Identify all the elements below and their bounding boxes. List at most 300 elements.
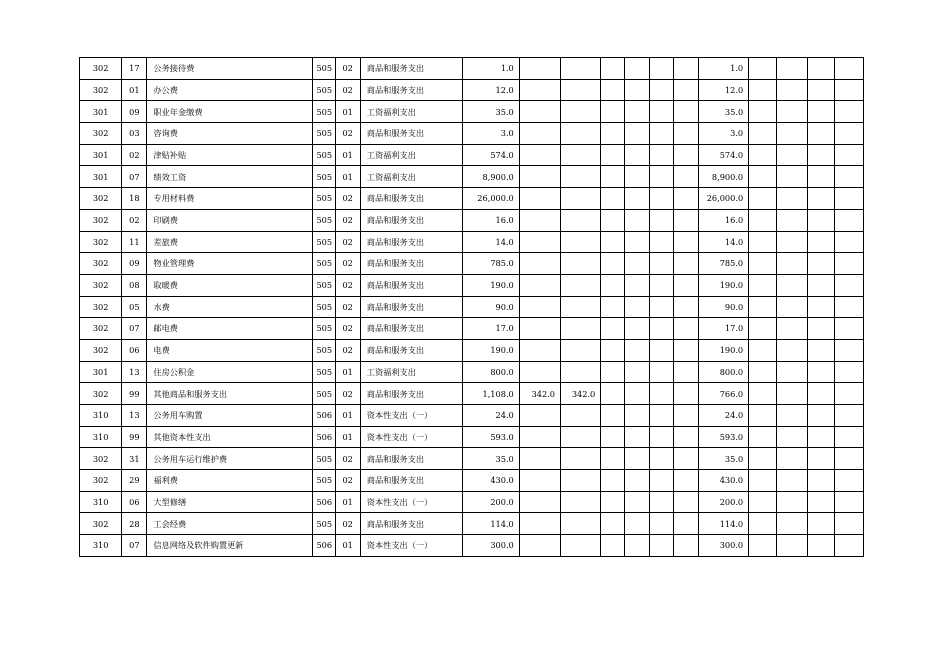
amount-col-11-cell [834, 209, 863, 231]
econ-type-name-cell: 商品和服务支出 [360, 231, 463, 253]
expense-name-cell: 印刷费 [147, 209, 313, 231]
amount-col-1-cell [519, 491, 560, 513]
func-class-code-cell: 302 [80, 231, 122, 253]
amount-col-10-cell [807, 123, 834, 145]
table-row [80, 144, 864, 166]
amount-col-10-cell [807, 253, 834, 275]
amount-col-11-cell [834, 144, 863, 166]
expense-name-cell: 办公费 [147, 79, 313, 101]
amount-col-7-cell: 430.0 [698, 470, 748, 492]
econ-class-code-cell: 505 [313, 101, 335, 123]
amount-col-7-cell: 12.0 [698, 79, 748, 101]
amount-col-3-cell [601, 405, 625, 427]
amount-col-6-cell [673, 383, 698, 405]
amount-col-3-cell [601, 535, 625, 557]
amount-col-10-cell [807, 231, 834, 253]
amount-col-6-cell [673, 79, 698, 101]
amount-col-10-cell [807, 144, 834, 166]
amount-col-9-cell [777, 123, 807, 145]
amount-col-4-cell [625, 144, 649, 166]
amount-col-9-cell [777, 209, 807, 231]
amount-col-8-cell [749, 101, 777, 123]
amount-col-3-cell [601, 491, 625, 513]
econ-class-code-cell: 505 [313, 58, 335, 80]
econ-class-code-cell: 505 [313, 448, 335, 470]
amount-col-3-cell [601, 123, 625, 145]
econ-class-code-cell: 505 [313, 361, 335, 383]
econ-item-code-cell: 01 [335, 144, 360, 166]
econ-class-code-cell: 505 [313, 339, 335, 361]
amount-col-2-cell [561, 101, 601, 123]
amount-col-7-cell: 785.0 [698, 253, 748, 275]
amount-col-1-cell [519, 513, 560, 535]
amount-col-8-cell [749, 79, 777, 101]
table-row [80, 231, 864, 253]
func-class-code-cell: 302 [80, 58, 122, 80]
expense-name-cell: 公务用车购置 [147, 405, 313, 427]
amount-col-2-cell [561, 231, 601, 253]
amount-col-5-cell [649, 318, 673, 340]
amount-col-5-cell [649, 405, 673, 427]
econ-class-code-cell: 506 [313, 535, 335, 557]
amount-col-2-cell [561, 79, 601, 101]
func-item-code-cell: 17 [122, 58, 147, 80]
amount-col-6-cell [673, 448, 698, 470]
amount-col-7-cell: 300.0 [698, 535, 748, 557]
amount-col-5-cell [649, 339, 673, 361]
total-amount-cell: 800.0 [463, 361, 519, 383]
expense-name-cell: 物业管理费 [147, 253, 313, 275]
func-item-code-cell: 06 [122, 491, 147, 513]
table-row [80, 123, 864, 145]
amount-col-11-cell [834, 274, 863, 296]
amount-col-11-cell [834, 101, 863, 123]
amount-col-5-cell [649, 361, 673, 383]
amount-col-9-cell [777, 296, 807, 318]
amount-col-2-cell [561, 318, 601, 340]
func-class-code-cell: 302 [80, 339, 122, 361]
amount-col-9-cell [777, 318, 807, 340]
amount-col-3-cell [601, 144, 625, 166]
econ-class-code-cell: 505 [313, 383, 335, 405]
amount-col-10-cell [807, 101, 834, 123]
amount-col-11-cell [834, 253, 863, 275]
table-row [80, 513, 864, 535]
amount-col-11-cell [834, 231, 863, 253]
amount-col-5-cell [649, 231, 673, 253]
amount-col-7-cell: 766.0 [698, 383, 748, 405]
econ-item-code-cell: 01 [335, 491, 360, 513]
econ-type-name-cell: 工资福利支出 [360, 166, 463, 188]
total-amount-cell: 8,900.0 [463, 166, 519, 188]
amount-col-11-cell [834, 383, 863, 405]
amount-col-6-cell [673, 513, 698, 535]
expense-name-cell: 津贴补贴 [147, 144, 313, 166]
table-body [80, 58, 864, 557]
func-class-code-cell: 302 [80, 253, 122, 275]
amount-col-10-cell [807, 361, 834, 383]
amount-col-7-cell: 200.0 [698, 491, 748, 513]
table-row [80, 383, 864, 405]
amount-col-10-cell [807, 448, 834, 470]
amount-col-10-cell [807, 79, 834, 101]
amount-col-3-cell [601, 383, 625, 405]
amount-col-11-cell [834, 426, 863, 448]
amount-col-1-cell [519, 58, 560, 80]
amount-col-6-cell [673, 123, 698, 145]
amount-col-5-cell [649, 274, 673, 296]
amount-col-1-cell [519, 296, 560, 318]
amount-col-10-cell [807, 426, 834, 448]
amount-col-4-cell [625, 491, 649, 513]
amount-col-6-cell [673, 470, 698, 492]
econ-class-code-cell: 505 [313, 513, 335, 535]
func-item-code-cell: 07 [122, 318, 147, 340]
func-class-code-cell: 301 [80, 144, 122, 166]
amount-col-3-cell [601, 448, 625, 470]
econ-item-code-cell: 02 [335, 58, 360, 80]
amount-col-6-cell [673, 361, 698, 383]
amount-col-6-cell [673, 101, 698, 123]
amount-col-11-cell [834, 448, 863, 470]
econ-type-name-cell: 商品和服务支出 [360, 274, 463, 296]
amount-col-7-cell: 8,900.0 [698, 166, 748, 188]
amount-col-5-cell [649, 513, 673, 535]
amount-col-4-cell [625, 426, 649, 448]
total-amount-cell: 300.0 [463, 535, 519, 557]
expense-name-cell: 其他资本性支出 [147, 426, 313, 448]
func-item-code-cell: 08 [122, 274, 147, 296]
amount-col-1-cell [519, 101, 560, 123]
econ-type-name-cell: 商品和服务支出 [360, 123, 463, 145]
amount-col-1-cell [519, 253, 560, 275]
amount-col-7-cell: 114.0 [698, 513, 748, 535]
func-item-code-cell: 02 [122, 209, 147, 231]
func-item-code-cell: 28 [122, 513, 147, 535]
amount-col-7-cell: 1.0 [698, 58, 748, 80]
amount-col-4-cell [625, 101, 649, 123]
func-item-code-cell: 07 [122, 535, 147, 557]
expense-name-cell: 电费 [147, 339, 313, 361]
table-row [80, 339, 864, 361]
amount-col-3-cell [601, 339, 625, 361]
amount-col-1-cell [519, 361, 560, 383]
amount-col-1-cell [519, 405, 560, 427]
amount-col-7-cell: 35.0 [698, 101, 748, 123]
econ-item-code-cell: 02 [335, 209, 360, 231]
expense-name-cell: 住房公积金 [147, 361, 313, 383]
econ-type-name-cell: 商品和服务支出 [360, 79, 463, 101]
amount-col-4-cell [625, 253, 649, 275]
amount-col-2-cell [561, 144, 601, 166]
func-class-code-cell: 302 [80, 123, 122, 145]
amount-col-1-cell [519, 448, 560, 470]
econ-item-code-cell: 01 [335, 426, 360, 448]
amount-col-1-cell [519, 231, 560, 253]
amount-col-9-cell [777, 426, 807, 448]
amount-col-9-cell [777, 383, 807, 405]
amount-col-8-cell [749, 296, 777, 318]
amount-col-6-cell [673, 339, 698, 361]
func-class-code-cell: 301 [80, 166, 122, 188]
amount-col-10-cell [807, 470, 834, 492]
table-row [80, 361, 864, 383]
econ-class-code-cell: 505 [313, 231, 335, 253]
econ-class-code-cell: 505 [313, 123, 335, 145]
func-item-code-cell: 01 [122, 79, 147, 101]
amount-col-1-cell [519, 318, 560, 340]
amount-col-5-cell [649, 209, 673, 231]
econ-class-code-cell: 505 [313, 296, 335, 318]
amount-col-1-cell [519, 166, 560, 188]
func-class-code-cell: 302 [80, 318, 122, 340]
econ-item-code-cell: 02 [335, 470, 360, 492]
amount-col-7-cell: 14.0 [698, 231, 748, 253]
amount-col-4-cell [625, 535, 649, 557]
econ-class-code-cell: 506 [313, 405, 335, 427]
econ-item-code-cell: 01 [335, 101, 360, 123]
func-item-code-cell: 07 [122, 166, 147, 188]
econ-item-code-cell: 02 [335, 339, 360, 361]
func-class-code-cell: 302 [80, 448, 122, 470]
amount-col-7-cell: 90.0 [698, 296, 748, 318]
func-item-code-cell: 29 [122, 470, 147, 492]
amount-col-10-cell [807, 383, 834, 405]
amount-col-2-cell [561, 491, 601, 513]
amount-col-11-cell [834, 318, 863, 340]
amount-col-9-cell [777, 448, 807, 470]
amount-col-2-cell [561, 166, 601, 188]
func-item-code-cell: 09 [122, 253, 147, 275]
table-row [80, 79, 864, 101]
amount-col-9-cell [777, 79, 807, 101]
econ-type-name-cell: 商品和服务支出 [360, 58, 463, 80]
econ-type-name-cell: 资本性支出（一） [360, 426, 463, 448]
amount-col-2-cell [561, 339, 601, 361]
expense-name-cell: 其他商品和服务支出 [147, 383, 313, 405]
table-row [80, 253, 864, 275]
func-item-code-cell: 13 [122, 361, 147, 383]
amount-col-1-cell [519, 209, 560, 231]
func-item-code-cell: 99 [122, 383, 147, 405]
expense-name-cell: 水费 [147, 296, 313, 318]
amount-col-5-cell [649, 470, 673, 492]
econ-item-code-cell: 02 [335, 231, 360, 253]
table-row [80, 274, 864, 296]
amount-col-6-cell [673, 253, 698, 275]
amount-col-11-cell [834, 166, 863, 188]
amount-col-8-cell [749, 166, 777, 188]
amount-col-10-cell [807, 318, 834, 340]
amount-col-2-cell [561, 361, 601, 383]
amount-col-4-cell [625, 231, 649, 253]
amount-col-11-cell [834, 405, 863, 427]
amount-col-2-cell [561, 253, 601, 275]
econ-item-code-cell: 01 [335, 535, 360, 557]
total-amount-cell: 35.0 [463, 101, 519, 123]
amount-col-3-cell [601, 296, 625, 318]
func-item-code-cell: 11 [122, 231, 147, 253]
amount-col-4-cell [625, 513, 649, 535]
amount-col-5-cell [649, 188, 673, 210]
amount-col-9-cell [777, 491, 807, 513]
func-item-code-cell: 99 [122, 426, 147, 448]
amount-col-7-cell: 35.0 [698, 448, 748, 470]
econ-class-code-cell: 506 [313, 426, 335, 448]
amount-col-3-cell [601, 166, 625, 188]
amount-col-1-cell [519, 339, 560, 361]
amount-col-9-cell [777, 144, 807, 166]
econ-item-code-cell: 02 [335, 513, 360, 535]
expense-name-cell: 大型修缮 [147, 491, 313, 513]
func-item-code-cell: 02 [122, 144, 147, 166]
econ-class-code-cell: 506 [313, 491, 335, 513]
econ-type-name-cell: 商品和服务支出 [360, 470, 463, 492]
amount-col-9-cell [777, 405, 807, 427]
econ-type-name-cell: 资本性支出（一） [360, 535, 463, 557]
amount-col-8-cell [749, 448, 777, 470]
amount-col-7-cell: 16.0 [698, 209, 748, 231]
total-amount-cell: 24.0 [463, 405, 519, 427]
econ-item-code-cell: 01 [335, 405, 360, 427]
amount-col-6-cell [673, 144, 698, 166]
table-row [80, 58, 864, 80]
func-class-code-cell: 301 [80, 101, 122, 123]
amount-col-10-cell [807, 274, 834, 296]
econ-item-code-cell: 02 [335, 448, 360, 470]
total-amount-cell: 114.0 [463, 513, 519, 535]
func-class-code-cell: 302 [80, 274, 122, 296]
amount-col-9-cell [777, 188, 807, 210]
amount-col-4-cell [625, 274, 649, 296]
amount-col-11-cell [834, 58, 863, 80]
amount-col-8-cell [749, 361, 777, 383]
econ-type-name-cell: 商品和服务支出 [360, 253, 463, 275]
amount-col-4-cell [625, 339, 649, 361]
total-amount-cell: 17.0 [463, 318, 519, 340]
func-class-code-cell: 302 [80, 383, 122, 405]
func-class-code-cell: 310 [80, 405, 122, 427]
amount-col-6-cell [673, 166, 698, 188]
amount-col-6-cell [673, 58, 698, 80]
amount-col-11-cell [834, 491, 863, 513]
amount-col-10-cell [807, 209, 834, 231]
econ-type-name-cell: 商品和服务支出 [360, 318, 463, 340]
econ-item-code-cell: 01 [335, 166, 360, 188]
amount-col-3-cell [601, 513, 625, 535]
amount-col-3-cell [601, 470, 625, 492]
amount-col-5-cell [649, 166, 673, 188]
amount-col-5-cell [649, 448, 673, 470]
amount-col-10-cell [807, 491, 834, 513]
amount-col-3-cell [601, 188, 625, 210]
amount-col-4-cell [625, 470, 649, 492]
amount-col-11-cell [834, 79, 863, 101]
amount-col-6-cell [673, 296, 698, 318]
amount-col-10-cell [807, 296, 834, 318]
amount-col-6-cell [673, 491, 698, 513]
amount-col-7-cell: 190.0 [698, 339, 748, 361]
amount-col-1-cell [519, 470, 560, 492]
table-row [80, 470, 864, 492]
func-item-code-cell: 03 [122, 123, 147, 145]
amount-col-3-cell [601, 361, 625, 383]
amount-col-3-cell [601, 318, 625, 340]
amount-col-9-cell [777, 166, 807, 188]
amount-col-8-cell [749, 123, 777, 145]
amount-col-5-cell [649, 123, 673, 145]
econ-class-code-cell: 505 [313, 166, 335, 188]
amount-col-4-cell [625, 58, 649, 80]
table-row [80, 426, 864, 448]
amount-col-9-cell [777, 253, 807, 275]
amount-col-3-cell [601, 101, 625, 123]
func-class-code-cell: 302 [80, 513, 122, 535]
amount-col-1-cell [519, 274, 560, 296]
amount-col-2-cell [561, 123, 601, 145]
amount-col-2-cell [561, 274, 601, 296]
expense-name-cell: 绩效工资 [147, 166, 313, 188]
econ-item-code-cell: 02 [335, 296, 360, 318]
total-amount-cell: 90.0 [463, 296, 519, 318]
amount-col-9-cell [777, 361, 807, 383]
amount-col-10-cell [807, 58, 834, 80]
amount-col-2-cell [561, 58, 601, 80]
amount-col-3-cell [601, 58, 625, 80]
amount-col-4-cell [625, 209, 649, 231]
func-item-code-cell: 18 [122, 188, 147, 210]
amount-col-10-cell [807, 405, 834, 427]
amount-col-5-cell [649, 253, 673, 275]
amount-col-6-cell [673, 318, 698, 340]
budget-expenditure-table [79, 57, 864, 557]
amount-col-9-cell [777, 339, 807, 361]
amount-col-6-cell [673, 188, 698, 210]
total-amount-cell: 190.0 [463, 274, 519, 296]
econ-type-name-cell: 商品和服务支出 [360, 513, 463, 535]
amount-col-4-cell [625, 448, 649, 470]
total-amount-cell: 14.0 [463, 231, 519, 253]
amount-col-7-cell: 26,000.0 [698, 188, 748, 210]
total-amount-cell: 16.0 [463, 209, 519, 231]
expense-name-cell: 差旅费 [147, 231, 313, 253]
expense-name-cell: 职业年金缴费 [147, 101, 313, 123]
total-amount-cell: 200.0 [463, 491, 519, 513]
econ-type-name-cell: 工资福利支出 [360, 361, 463, 383]
amount-col-11-cell [834, 188, 863, 210]
expense-name-cell: 专用材料费 [147, 188, 313, 210]
total-amount-cell: 785.0 [463, 253, 519, 275]
amount-col-4-cell [625, 166, 649, 188]
total-amount-cell: 593.0 [463, 426, 519, 448]
amount-col-2-cell [561, 448, 601, 470]
amount-col-4-cell [625, 188, 649, 210]
amount-col-4-cell [625, 361, 649, 383]
amount-col-11-cell [834, 470, 863, 492]
func-item-code-cell: 09 [122, 101, 147, 123]
amount-col-1-cell [519, 144, 560, 166]
amount-col-7-cell: 17.0 [698, 318, 748, 340]
expense-name-cell: 取暖费 [147, 274, 313, 296]
amount-col-9-cell [777, 274, 807, 296]
econ-class-code-cell: 505 [313, 274, 335, 296]
amount-col-2-cell [561, 426, 601, 448]
econ-type-name-cell: 商品和服务支出 [360, 209, 463, 231]
table-row [80, 296, 864, 318]
table-row [80, 491, 864, 513]
econ-item-code-cell: 02 [335, 274, 360, 296]
amount-col-7-cell: 800.0 [698, 361, 748, 383]
